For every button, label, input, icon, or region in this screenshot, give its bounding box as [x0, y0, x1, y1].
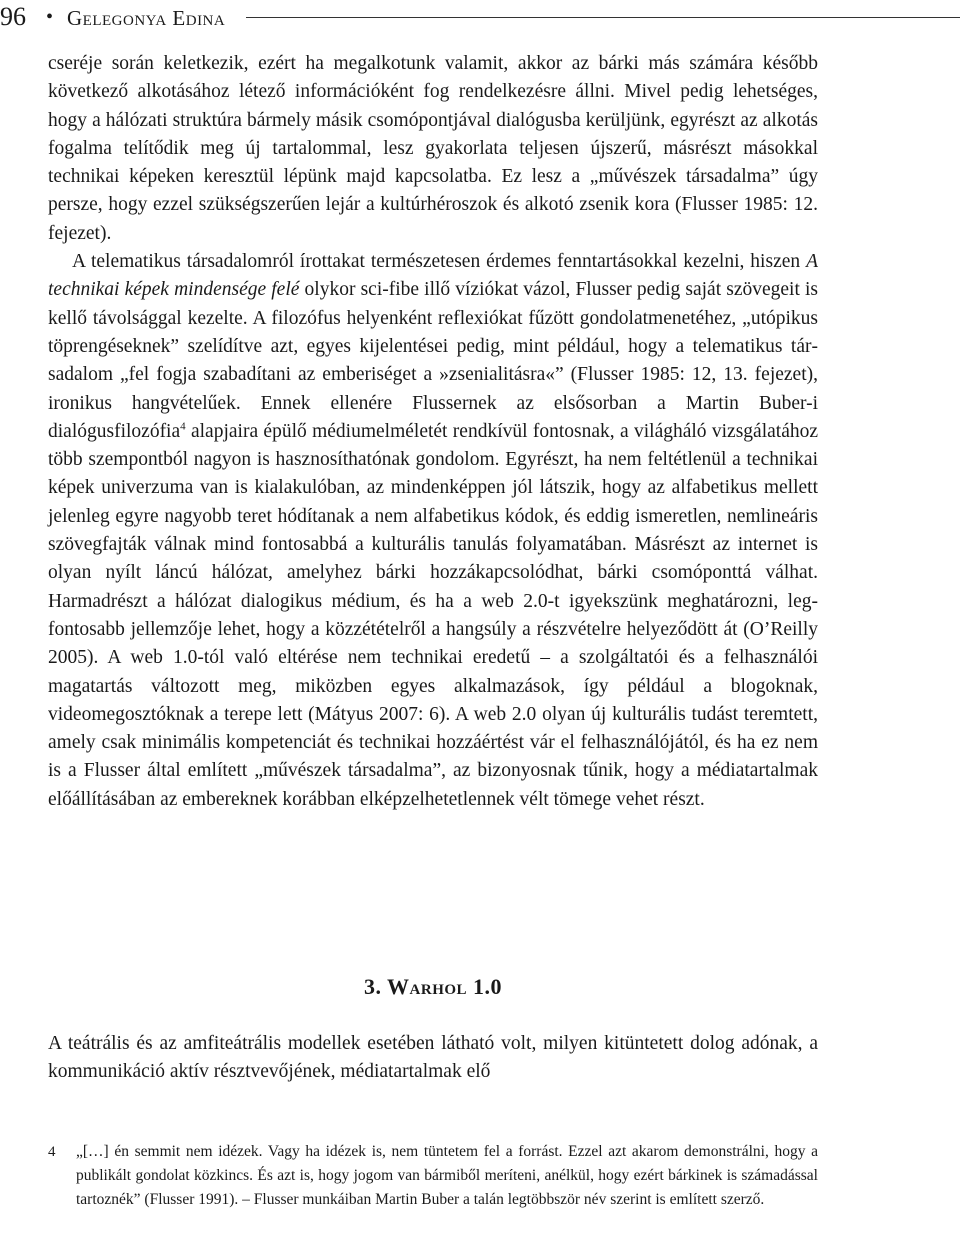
paragraph-1: cseréje során keletkezik, ezért ha megalkotunk valamit, akkor az bárki más számára később következő alkotásához létező információként fog rendelkezésre állni. Mivel pedig lehetséges, hogy a hálózati struktúra bármely másik csomópontjával dialógusba kerüljünk, egyrészt az alkotás fogalma telítődik meg új tartalommal, lesz gyakorlata teljesen újszerű, másrészt másokkal technikai képeken keresztül lépünk majd kapcsolatba. Ez lesz a „művészek társadalma” úgy persze, hogy ezzel szükségszerűen lejár a kultúrhéroszok és alkotó zsenik kora (Flusser 1985: 12. fejezet).: [48, 53, 818, 244]
footnote-number: 4: [48, 1144, 56, 1160]
running-head-author: Gelegonya Edina: [67, 6, 226, 30]
footnote-reference[interactable]: 4: [180, 420, 186, 433]
book-title-italic: A technikai képek mindensége felé: [48, 251, 818, 301]
paragraph-2-part-c: alapjaira épülő médiumelméletét rendkívül fontosnak, a világháló vizsgálatához több szempontból nagyon is hasznosíthatónak gondolom. Egyrészt, ha nem feltétlenül a technikai képek univerzuma van is kialakulóban, az mindenképpen jól látszik, hogy az alfabetikus mellett jelenleg egyre nagyobb teret hódítanak a nem alfabetikus kódok, és eddig ismeretlen, nemlineáris szövegfajták válnak mind fontosabbá a kulturális tanulás folyamatában. Másrészt az internet is olyan nyílt láncú hálózat, amelyhez bárki hozzákapcsolódhat, bárki csomóponttá válhat. Harmadrészt a hálózat dialogikus médium, és ha a web 2.0-t igyekszünk meghatározni, legfontosabb jellemzője lehet, hogy a közzétételről a hangsúly a részvételre helyeződött át (O’Reilly 2005). A web 1.0-tól való eltérése nem technikai eredetű – a szolgáltatói és a felhasználói magatartás változott meg, miközben egyes alkalmazások, így például a blogoknak, videomegosztóknak a terepe lett (Mátyus 2007: 6). A web 2.0 olyan új kulturális tudást teremtett, amely csak minimális kompetenciát és technikai hozzáértést vár el felhasználójától, és ha ez nem is a Flusser által említett „művészek társadalma”, az bizonyosnak tűnik, hogy a médiatartalmak előállításában az embereknek korábban elképzelhetetlennek vélt tömege vehet részt.: [48, 420, 818, 810]
paragraph-2-part-a: A telematikus társadalomról írottakat természetesen érdemes fenntartásokkal kezelni, hiszen: [72, 251, 807, 273]
footnote: [48, 1140, 818, 1212]
body-text: [48, 50, 818, 814]
header-bullet: •: [46, 6, 54, 28]
section-paragraph-1: A teátrális és az amfiteátrális modellek esetében látható volt, milyen kitüntetett dolog adónak, a kommunikáció aktív résztvevőjének, médiatartalmak elő: [48, 1033, 818, 1083]
section-body-text: [48, 1030, 818, 1087]
paragraph-2-part-b: olykor sci-fibe illő víziókat vázol, Flusser pedig saját szövegeit is kellő távolsággal kezelte. A filozófus helyenként reflexiókat fűzött gondolatmenetéhez, „utópikus töprengéseknek” szelídítve azt, egyes kijelentései pedig, mint például, hogy a telematikus társadalom „fel fogja szabadítani az emberiséget a »zsenialitásra«” (Flusser 1985: 12, 13. fejezet), ironikus hangvételűek. Ennek ellenére Flussernek az elsősorban a Martin Buber-i dialógusfilozófia: [48, 279, 819, 442]
page-header: [0, 0, 960, 36]
section-heading: 3. Warhol 1.0: [363, 974, 503, 999]
footnote-text: „[…] én semmit nem idézek. Vagy ha idézek is, nem tüntetem fel a forrást. Ezzel azt akarom demonstrálni, hogy a publikált gondolat közkincs. És azt is, hogy jogom van bármiből meríteni, anélkül, hogy ezért bárkinek is számadással tartoznék” (Flusser 1991). – Flusser munkáiban Martin Buber a talán legtöbbször név szerint is említett szerző.: [76, 1143, 818, 1208]
header-rule: [246, 17, 960, 18]
paragraph-2: [48, 248, 818, 814]
page-number: 96: [0, 2, 26, 31]
